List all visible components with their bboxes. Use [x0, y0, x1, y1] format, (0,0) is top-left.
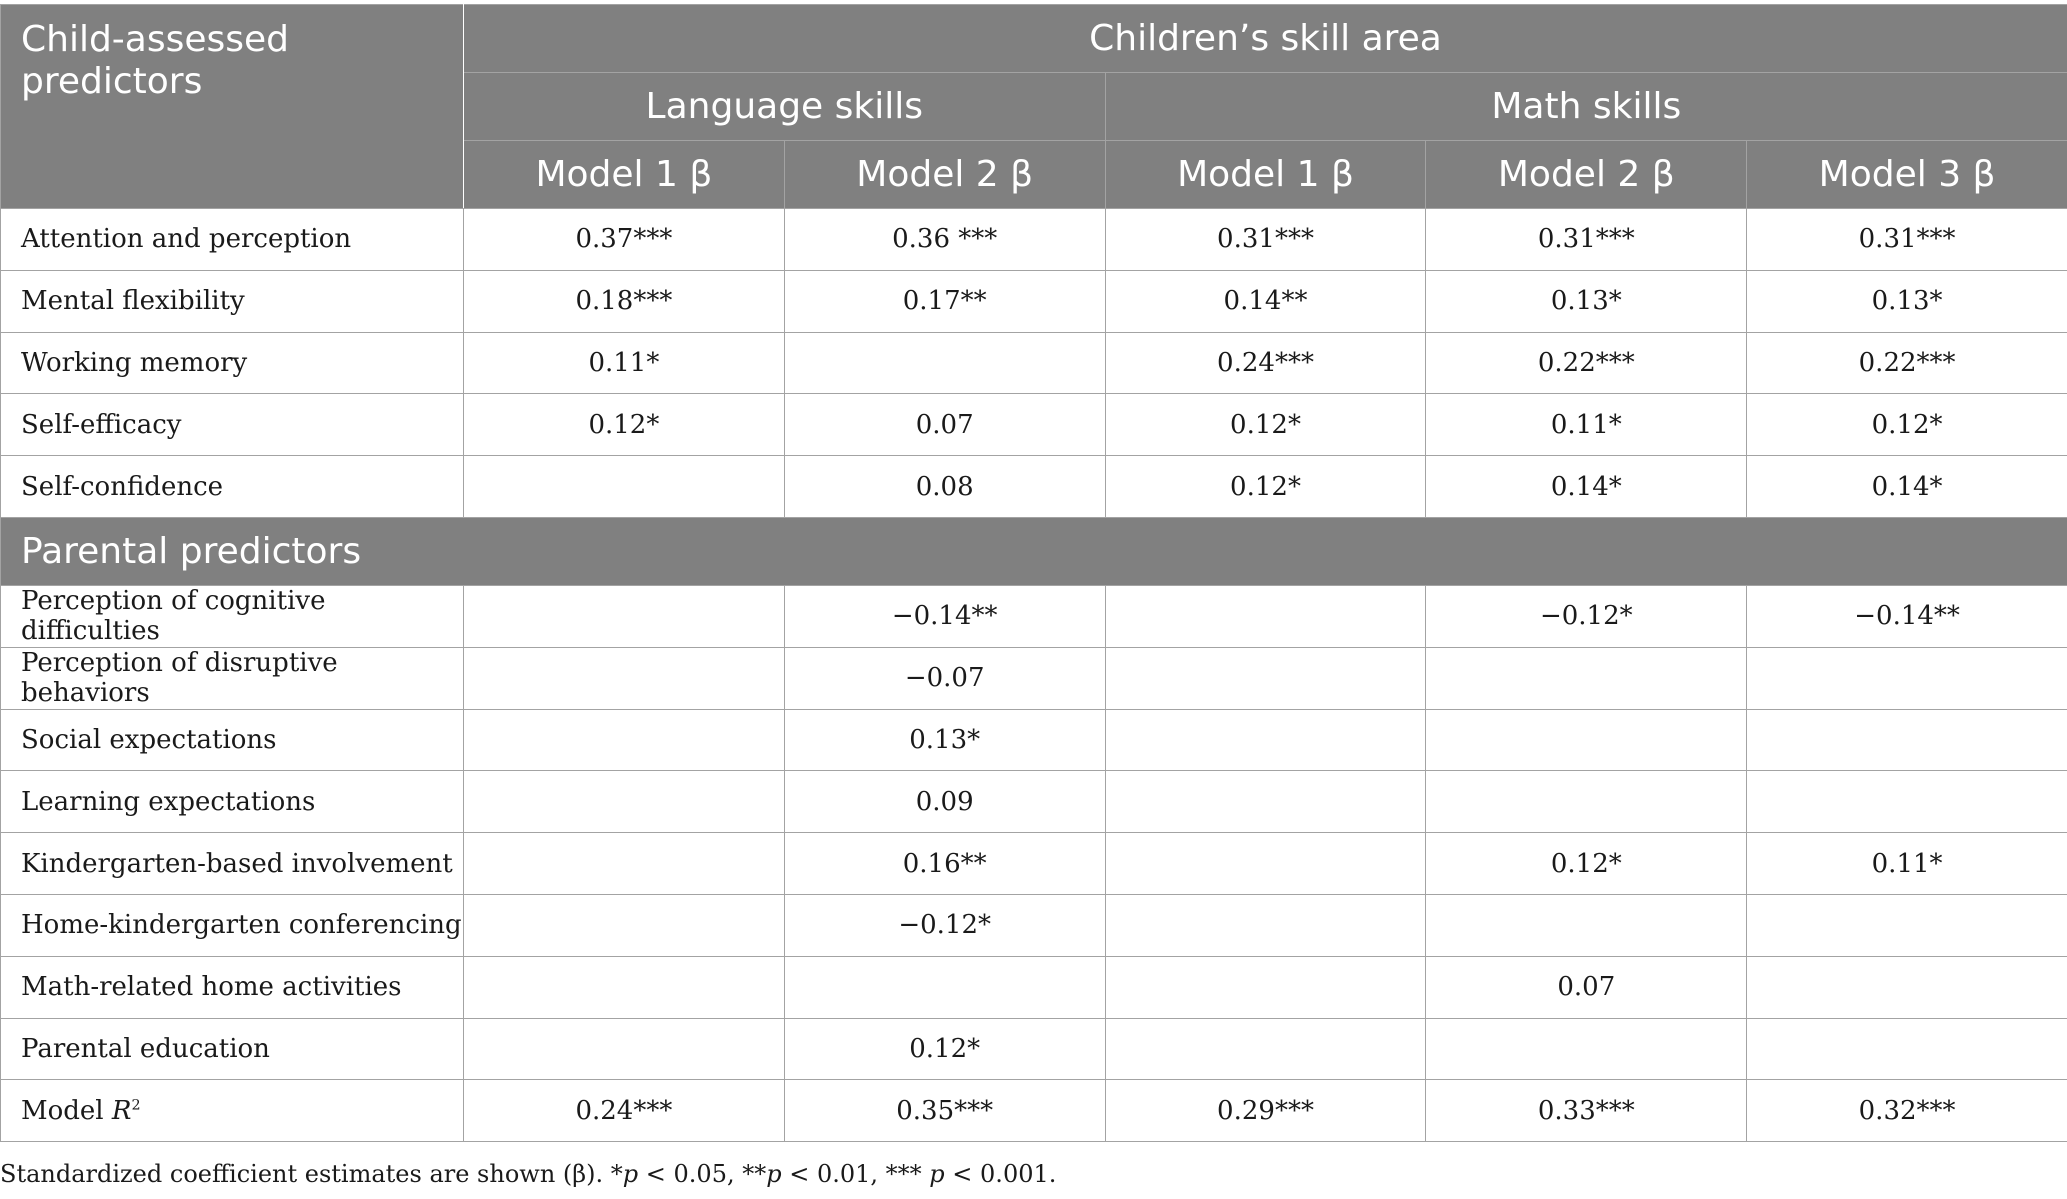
table-cell — [1426, 1018, 1747, 1080]
table-cell: 0.13* — [1747, 270, 2067, 332]
table-row — [1, 647, 2067, 709]
table-cell: 0.14* — [1747, 456, 2067, 518]
row-label: Working memory — [1, 332, 464, 394]
table-cell: 0.29*** — [1105, 1080, 1426, 1142]
table-cell: 0.12* — [1105, 394, 1426, 456]
table-cell — [1747, 771, 2067, 833]
table-cell: 0.37*** — [464, 209, 785, 271]
table-cell: 0.08 — [784, 456, 1105, 518]
table-cell: 0.14** — [1105, 270, 1426, 332]
table-cell: −0.12* — [1426, 585, 1747, 647]
table-cell — [1747, 709, 2067, 771]
table-row — [1, 709, 2067, 771]
table-cell — [1105, 771, 1426, 833]
table-cell — [1105, 894, 1426, 956]
table-cell: 0.07 — [1426, 956, 1747, 1018]
table-cell — [464, 647, 785, 709]
row-label: Mental flexibility — [1, 270, 464, 332]
table-cell: 0.12* — [464, 394, 785, 456]
table-cell: 0.22*** — [1426, 332, 1747, 394]
footnote-text: Standardized coefficient estimates are shown (β). * — [0, 1160, 623, 1188]
table-cell — [1747, 647, 2067, 709]
model-r2-var: R — [111, 1095, 132, 1126]
table-cell: 0.16** — [784, 833, 1105, 895]
table-cell: 0.22*** — [1747, 332, 2067, 394]
footnote-p: p — [766, 1160, 782, 1188]
table-cell: 0.09 — [784, 771, 1105, 833]
table-cell: 0.07 — [784, 394, 1105, 456]
table-cell: 0.12* — [784, 1018, 1105, 1080]
table-cell: 0.32*** — [1747, 1080, 2067, 1142]
table-row — [1, 894, 2067, 956]
table-cell — [464, 585, 785, 647]
table-row — [1, 270, 2067, 332]
table-cell: 0.31*** — [1747, 209, 2067, 271]
table-cell: −0.14** — [1747, 585, 2067, 647]
table-cell: 0.11* — [464, 332, 785, 394]
row-label: Kindergarten-based involvement — [1, 833, 464, 895]
row-label: Parental education — [1, 1018, 464, 1080]
table-row — [1, 833, 2067, 895]
footnote-text: < 0.01, *** — [781, 1160, 930, 1188]
table-row — [1, 209, 2067, 271]
table-footnote — [0, 1160, 1056, 1188]
table-row — [1, 456, 2067, 518]
table-cell — [1747, 894, 2067, 956]
table-cell — [1105, 709, 1426, 771]
table-cell — [1105, 956, 1426, 1018]
table-cell: 0.13* — [784, 709, 1105, 771]
table-row — [1, 956, 2067, 1018]
model-r2-row — [1, 1080, 2067, 1142]
table-cell: 0.11* — [1426, 394, 1747, 456]
table-row — [1, 771, 2067, 833]
table-cell — [464, 894, 785, 956]
model-r2-sup: 2 — [131, 1097, 141, 1114]
math-skills-header: Math skills — [1105, 73, 2067, 141]
language-skills-header: Language skills — [464, 73, 1106, 141]
section-row — [1, 517, 2067, 585]
footnote-p: p — [622, 1160, 639, 1188]
table-cell — [1105, 647, 1426, 709]
footnote-text: < 0.001. — [944, 1160, 1057, 1188]
row-label: Home-kindergarten conferencing — [1, 894, 464, 956]
table-cell: −0.07 — [784, 647, 1105, 709]
table-cell: 0.31*** — [1105, 209, 1426, 271]
table-cell: 0.12* — [1426, 833, 1747, 895]
table-cell: 0.14* — [1426, 456, 1747, 518]
model-header: Model 1 β — [1105, 141, 1426, 209]
table-cell — [1426, 894, 1747, 956]
table-cell — [1426, 647, 1747, 709]
model-header: Model 2 β — [1426, 141, 1747, 209]
table-cell: 0.35*** — [784, 1080, 1105, 1142]
table-cell: 0.24*** — [464, 1080, 785, 1142]
table-cell — [464, 456, 785, 518]
table-cell: 0.24*** — [1105, 332, 1426, 394]
footnote-p: p — [929, 1160, 945, 1188]
table-cell — [464, 771, 785, 833]
table-cell — [1747, 1018, 2067, 1080]
row-label: Learning expectations — [1, 771, 464, 833]
table-cell — [1105, 585, 1426, 647]
table-cell: 0.12* — [1747, 394, 2067, 456]
table-row — [1, 585, 2067, 647]
table-cell: 0.18*** — [464, 270, 785, 332]
table-cell: −0.14** — [784, 585, 1105, 647]
corner-header: Child-assessed predictors — [1, 5, 464, 209]
row-label: Self-confidence — [1, 456, 464, 518]
table-cell — [784, 956, 1105, 1018]
table-cell: 0.12* — [1105, 456, 1426, 518]
row-label — [1, 1080, 464, 1142]
table-cell — [464, 709, 785, 771]
table-cell — [1105, 833, 1426, 895]
row-label: Math-related home activities — [1, 956, 464, 1018]
table-cell — [464, 833, 785, 895]
table-row — [1, 1018, 2067, 1080]
parental-predictors-header: Parental predictors — [1, 517, 2067, 585]
skill-area-header: Children’s skill area — [464, 5, 2067, 73]
table-cell — [1426, 771, 1747, 833]
model-header: Model 1 β — [464, 141, 785, 209]
row-label: Self-efficacy — [1, 394, 464, 456]
table-cell: 0.36 *** — [784, 209, 1105, 271]
model-r2-prefix: Model — [21, 1095, 112, 1126]
row-label: Attention and perception — [1, 209, 464, 271]
table-cell — [784, 332, 1105, 394]
table-cell: 0.33*** — [1426, 1080, 1747, 1142]
table-cell: −0.12* — [784, 894, 1105, 956]
table-cell: 0.13* — [1426, 270, 1747, 332]
row-label: Perception of disruptive behaviors — [1, 647, 464, 709]
table-row — [1, 394, 2067, 456]
model-header: Model 3 β — [1747, 141, 2067, 209]
table-cell: 0.17** — [784, 270, 1105, 332]
model-header: Model 2 β — [784, 141, 1105, 209]
table-cell — [464, 956, 785, 1018]
table-cell — [464, 1018, 785, 1080]
table-cell — [1105, 1018, 1426, 1080]
footnote-text: < 0.05, ** — [638, 1160, 767, 1188]
row-label: Social expectations — [1, 709, 464, 771]
table-cell: 0.11* — [1747, 833, 2067, 895]
row-label: Perception of cognitive difficulties — [1, 585, 464, 647]
table-cell: 0.31*** — [1426, 209, 1747, 271]
table-row — [1, 332, 2067, 394]
table-cell — [1426, 709, 1747, 771]
regression-table — [0, 4, 2067, 1142]
table-cell — [1747, 956, 2067, 1018]
